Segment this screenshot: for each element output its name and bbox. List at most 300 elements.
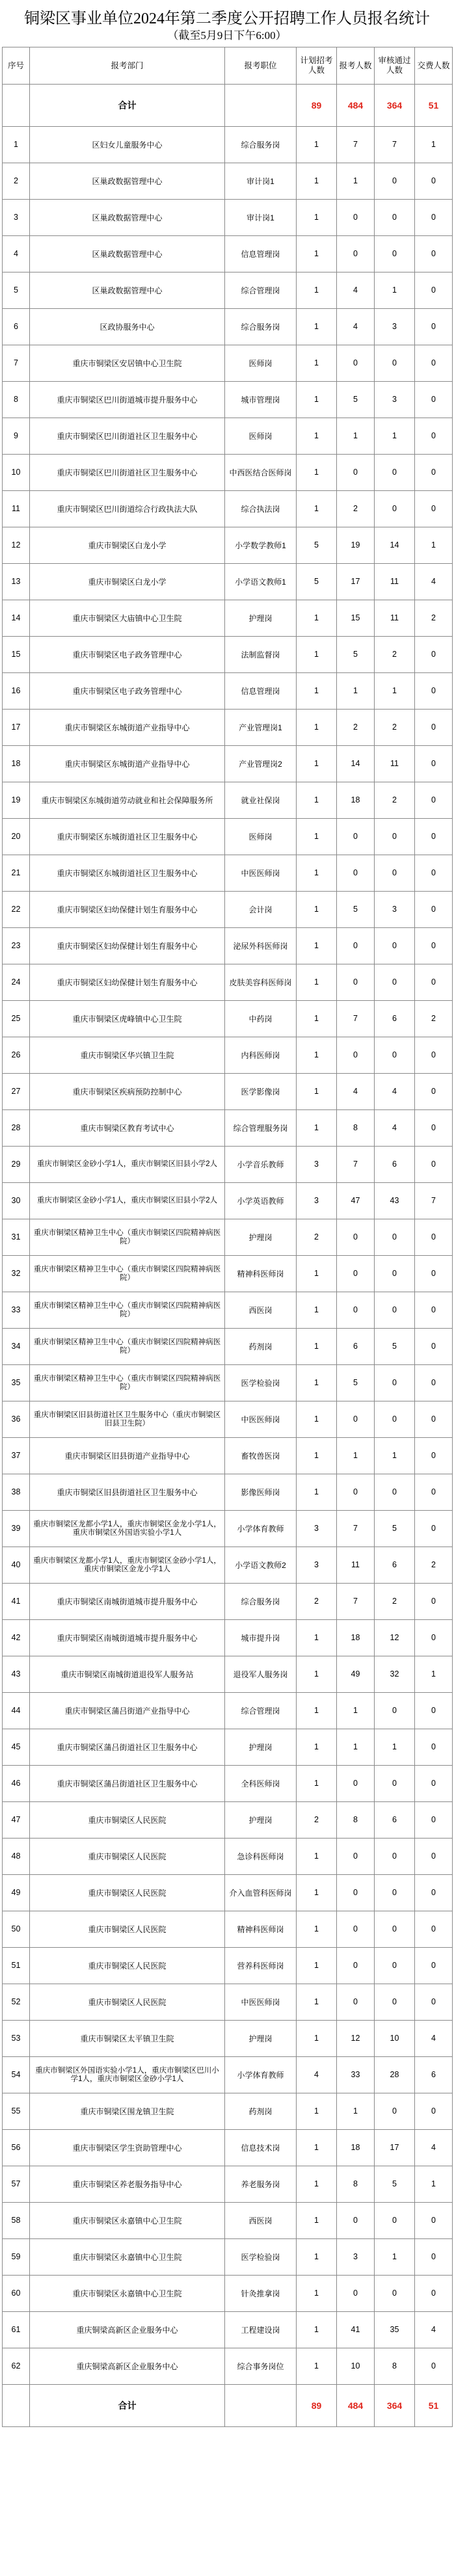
table-row <box>3 1110 453 1147</box>
row-dept: 重庆市铜梁区精神卫生中心（重庆市铜梁区四院精神病医院） <box>30 1329 225 1365</box>
row-passed: 0 <box>375 1875 415 1911</box>
row-dept: 重庆市铜梁区巴川街道城市提升服务中心 <box>30 382 225 418</box>
row-dept: 重庆市铜梁区虎峰镇中心卫生院 <box>30 1001 225 1037</box>
row-applied: 1 <box>337 1438 375 1474</box>
row-plan: 1 <box>297 2312 337 2348</box>
row-plan: 1 <box>297 746 337 782</box>
row-passed: 5 <box>375 1329 415 1365</box>
row-seq: 58 <box>3 2203 30 2239</box>
row-post: 中医医师岗 <box>225 855 297 892</box>
row-applied: 0 <box>337 964 375 1001</box>
table-row <box>3 2093 453 2130</box>
row-seq: 29 <box>3 1147 30 1183</box>
row-seq: 19 <box>3 782 30 819</box>
row-passed: 0 <box>375 345 415 382</box>
table-row <box>3 1074 453 1110</box>
row-passed: 6 <box>375 1802 415 1839</box>
row-applied: 0 <box>337 345 375 382</box>
row-post: 内科医师岗 <box>225 1037 297 1074</box>
row-passed: 0 <box>375 1037 415 1074</box>
row-plan: 1 <box>297 892 337 928</box>
row-seq: 5 <box>3 272 30 309</box>
total-applied: 484 <box>337 85 375 127</box>
row-passed: 0 <box>375 855 415 892</box>
row-plan: 1 <box>297 1037 337 1074</box>
row-seq: 18 <box>3 746 30 782</box>
row-applied: 18 <box>337 1620 375 1656</box>
row-dept: 区巢政数据管理中心 <box>30 200 225 236</box>
row-post: 中西医结合医师岗 <box>225 455 297 491</box>
row-passed: 35 <box>375 2312 415 2348</box>
row-seq: 11 <box>3 491 30 527</box>
row-dept: 区巢政数据管理中心 <box>30 272 225 309</box>
row-paid: 4 <box>415 2021 453 2057</box>
row-dept: 重庆市铜梁区人民医院 <box>30 1802 225 1839</box>
table-row <box>3 1693 453 1729</box>
row-dept: 重庆市铜梁区精神卫生中心（重庆市铜梁区四院精神病医院） <box>30 1256 225 1292</box>
table-row <box>3 2166 453 2203</box>
row-post: 医师岗 <box>225 418 297 455</box>
row-dept: 重庆市铜梁区电子政务管理中心 <box>30 673 225 710</box>
row-plan: 1 <box>297 163 337 200</box>
row-seq: 50 <box>3 1911 30 1948</box>
row-paid: 0 <box>415 1620 453 1656</box>
row-post: 产业管理岗1 <box>225 710 297 746</box>
row-seq: 2 <box>3 163 30 200</box>
row-passed: 3 <box>375 892 415 928</box>
row-applied: 8 <box>337 1110 375 1147</box>
row-plan: 3 <box>297 1183 337 1219</box>
row-plan: 1 <box>297 1766 337 1802</box>
row-plan: 1 <box>297 200 337 236</box>
row-seq: 1 <box>3 127 30 163</box>
row-applied: 0 <box>337 855 375 892</box>
row-plan: 1 <box>297 1620 337 1656</box>
row-dept: 重庆铜梁高新区企业服务中心 <box>30 2348 225 2385</box>
table-row <box>3 1984 453 2021</box>
row-dept: 重庆市铜梁区大庙镇中心卫生院 <box>30 600 225 637</box>
row-applied: 10 <box>337 2348 375 2385</box>
row-post: 医学影像岗 <box>225 1074 297 1110</box>
row-seq: 15 <box>3 637 30 673</box>
row-applied: 1 <box>337 2093 375 2130</box>
row-plan: 1 <box>297 1329 337 1365</box>
row-plan: 1 <box>297 382 337 418</box>
row-post: 会计岗 <box>225 892 297 928</box>
header-applied: 报考人数 <box>337 47 375 85</box>
row-passed: 1 <box>375 272 415 309</box>
row-plan: 2 <box>297 1219 337 1256</box>
row-passed: 43 <box>375 1183 415 1219</box>
row-post: 退役军人服务岗 <box>225 1656 297 1693</box>
row-passed: 5 <box>375 1511 415 1547</box>
row-passed: 1 <box>375 673 415 710</box>
row-applied: 8 <box>337 1802 375 1839</box>
row-post: 针灸推拿岗 <box>225 2276 297 2312</box>
row-seq: 32 <box>3 1256 30 1292</box>
row-paid: 4 <box>415 564 453 600</box>
row-applied: 5 <box>337 892 375 928</box>
row-plan: 1 <box>297 309 337 345</box>
row-post: 药剂岗 <box>225 2093 297 2130</box>
row-post: 精神科医师岗 <box>225 1256 297 1292</box>
row-paid: 0 <box>415 2348 453 2385</box>
row-plan: 1 <box>297 710 337 746</box>
row-paid: 0 <box>415 673 453 710</box>
row-post: 护理岗 <box>225 600 297 637</box>
row-seq: 38 <box>3 1474 30 1511</box>
row-passed: 4 <box>375 1110 415 1147</box>
row-applied: 5 <box>337 382 375 418</box>
row-paid: 1 <box>415 1656 453 1693</box>
row-seq: 22 <box>3 892 30 928</box>
table-row <box>3 855 453 892</box>
row-applied: 0 <box>337 1766 375 1802</box>
row-seq: 42 <box>3 1620 30 1656</box>
row-passed: 0 <box>375 1766 415 1802</box>
row-plan: 1 <box>297 1693 337 1729</box>
table-row <box>3 1656 453 1693</box>
row-plan: 1 <box>297 1474 337 1511</box>
row-seq: 16 <box>3 673 30 710</box>
row-plan: 1 <box>297 1875 337 1911</box>
row-applied: 7 <box>337 1584 375 1620</box>
row-passed: 0 <box>375 1911 415 1948</box>
row-applied: 0 <box>337 1875 375 1911</box>
table-row <box>3 1438 453 1474</box>
row-paid: 0 <box>415 418 453 455</box>
row-passed: 1 <box>375 418 415 455</box>
row-post: 小学语文教师2 <box>225 1547 297 1584</box>
row-passed: 6 <box>375 1547 415 1584</box>
row-paid: 0 <box>415 2239 453 2276</box>
header-post: 报考职位 <box>225 47 297 85</box>
row-seq: 52 <box>3 1984 30 2021</box>
row-paid: 0 <box>415 637 453 673</box>
table-row <box>3 1547 453 1584</box>
row-plan: 1 <box>297 418 337 455</box>
row-post: 医学检验岗 <box>225 2239 297 2276</box>
table-row <box>3 1256 453 1292</box>
row-applied: 6 <box>337 1329 375 1365</box>
total-passed-bottom: 364 <box>375 2385 415 2427</box>
table-row <box>3 892 453 928</box>
table-row <box>3 1729 453 1766</box>
row-post: 护理岗 <box>225 1219 297 1256</box>
row-passed: 0 <box>375 1693 415 1729</box>
row-seq: 31 <box>3 1219 30 1256</box>
table-row <box>3 1183 453 1219</box>
row-seq: 26 <box>3 1037 30 1074</box>
row-post: 中药岗 <box>225 1001 297 1037</box>
header-passed: 审核通过人数 <box>375 47 415 85</box>
total-label: 合计 <box>30 85 225 127</box>
total-applied-bottom: 484 <box>337 2385 375 2427</box>
row-plan: 1 <box>297 855 337 892</box>
row-dept: 重庆市铜梁区安居镇中心卫生院 <box>30 345 225 382</box>
row-post: 城市管理岗 <box>225 382 297 418</box>
row-plan: 1 <box>297 673 337 710</box>
row-plan: 2 <box>297 1802 337 1839</box>
row-paid: 0 <box>415 236 453 272</box>
row-applied: 1 <box>337 673 375 710</box>
row-paid: 4 <box>415 2130 453 2166</box>
row-seq: 45 <box>3 1729 30 1766</box>
page-subtitle: （截至5月9日下午6:00） <box>167 29 287 42</box>
table-row <box>3 564 453 600</box>
row-dept: 重庆市铜梁区东城街道产业指导中心 <box>30 710 225 746</box>
row-applied: 0 <box>337 1037 375 1074</box>
row-plan: 1 <box>297 782 337 819</box>
row-dept: 重庆市铜梁区养老服务指导中心 <box>30 2166 225 2203</box>
row-applied: 7 <box>337 1511 375 1547</box>
row-plan: 1 <box>297 928 337 964</box>
row-plan: 1 <box>297 1438 337 1474</box>
row-applied: 0 <box>337 1256 375 1292</box>
row-post: 影像医师岗 <box>225 1474 297 1511</box>
row-seq: 7 <box>3 345 30 382</box>
row-seq: 40 <box>3 1547 30 1584</box>
row-plan: 1 <box>297 2093 337 2130</box>
row-passed: 17 <box>375 2130 415 2166</box>
row-seq: 25 <box>3 1001 30 1037</box>
row-seq: 28 <box>3 1110 30 1147</box>
row-paid: 0 <box>415 272 453 309</box>
row-paid: 0 <box>415 200 453 236</box>
row-dept: 重庆市铜梁区妇幼保健计划生育服务中心 <box>30 892 225 928</box>
row-dept: 重庆市铜梁区精神卫生中心（重庆市铜梁区四院精神病医院） <box>30 1292 225 1329</box>
row-paid: 0 <box>415 928 453 964</box>
row-passed: 0 <box>375 2093 415 2130</box>
row-paid: 6 <box>415 2057 453 2093</box>
row-paid: 0 <box>415 1839 453 1875</box>
row-paid: 0 <box>415 1329 453 1365</box>
table-row <box>3 1401 453 1438</box>
row-plan: 1 <box>297 2348 337 2385</box>
row-seq: 20 <box>3 819 30 855</box>
row-dept: 重庆市铜梁区东城街道社区卫生服务中心 <box>30 819 225 855</box>
row-passed: 4 <box>375 1074 415 1110</box>
row-applied: 0 <box>337 819 375 855</box>
total-label-bottom: 合计 <box>30 2385 225 2427</box>
row-seq: 6 <box>3 309 30 345</box>
row-post: 综合服务岗 <box>225 309 297 345</box>
row-passed: 1 <box>375 2239 415 2276</box>
row-applied: 1 <box>337 163 375 200</box>
row-plan: 1 <box>297 819 337 855</box>
row-passed: 0 <box>375 1839 415 1875</box>
row-applied: 4 <box>337 309 375 345</box>
row-post: 就业社保岗 <box>225 782 297 819</box>
row-post: 中医医师岗 <box>225 1401 297 1438</box>
row-dept: 区妇女儿童服务中心 <box>30 127 225 163</box>
row-applied: 12 <box>337 2021 375 2057</box>
table-row <box>3 1766 453 1802</box>
row-passed: 0 <box>375 236 415 272</box>
row-paid: 0 <box>415 1147 453 1183</box>
row-dept: 重庆市铜梁区南城街道城市提升服务中心 <box>30 1620 225 1656</box>
row-paid: 0 <box>415 309 453 345</box>
row-passed: 0 <box>375 491 415 527</box>
row-applied: 19 <box>337 527 375 564</box>
row-paid: 0 <box>415 855 453 892</box>
row-post: 法制监督岗 <box>225 637 297 673</box>
row-plan: 3 <box>297 1511 337 1547</box>
row-dept: 重庆市铜梁区蒲吕街道社区卫生服务中心 <box>30 1729 225 1766</box>
row-dept: 重庆市铜梁区金砂小学1人，重庆市铜梁区旧县小学2人 <box>30 1147 225 1183</box>
row-seq: 56 <box>3 2130 30 2166</box>
row-seq: 51 <box>3 1948 30 1984</box>
row-dept: 重庆市铜梁区永嘉镇中心卫生院 <box>30 2203 225 2239</box>
header-seq: 序号 <box>3 47 30 85</box>
row-post: 介入血管科医师岗 <box>225 1875 297 1911</box>
row-applied: 0 <box>337 1474 375 1511</box>
total-passed: 364 <box>375 85 415 127</box>
table-row <box>3 309 453 345</box>
row-applied: 0 <box>337 1911 375 1948</box>
row-applied: 15 <box>337 600 375 637</box>
row-dept: 重庆市铜梁区金砂小学1人，重庆市铜梁区旧县小学2人 <box>30 1183 225 1219</box>
row-passed: 11 <box>375 746 415 782</box>
table-row <box>3 1001 453 1037</box>
row-paid: 0 <box>415 1438 453 1474</box>
row-post: 综合管理服务岗 <box>225 1110 297 1147</box>
row-paid: 0 <box>415 782 453 819</box>
row-plan: 1 <box>297 1256 337 1292</box>
row-dept: 重庆市铜梁区人民医院 <box>30 1984 225 2021</box>
table-row <box>3 1037 453 1074</box>
row-passed: 0 <box>375 964 415 1001</box>
row-passed: 0 <box>375 2203 415 2239</box>
row-applied: 1 <box>337 1729 375 1766</box>
table-row <box>3 1147 453 1183</box>
row-applied: 0 <box>337 1219 375 1256</box>
row-applied: 18 <box>337 782 375 819</box>
row-dept: 重庆市铜梁区旧县街道社区卫生服务中心（重庆市铜梁区旧县卫生院） <box>30 1401 225 1438</box>
table-row <box>3 1219 453 1256</box>
row-post: 护理岗 <box>225 1802 297 1839</box>
row-post: 泌尿外科医师岗 <box>225 928 297 964</box>
row-paid: 0 <box>415 491 453 527</box>
row-passed: 3 <box>375 309 415 345</box>
row-paid: 1 <box>415 127 453 163</box>
row-paid: 0 <box>415 1256 453 1292</box>
row-passed: 14 <box>375 527 415 564</box>
row-post: 西医岗 <box>225 1292 297 1329</box>
row-passed: 0 <box>375 1474 415 1511</box>
row-seq: 54 <box>3 2057 30 2093</box>
row-plan: 1 <box>297 127 337 163</box>
row-post: 畜牧兽医岗 <box>225 1438 297 1474</box>
row-seq: 48 <box>3 1839 30 1875</box>
row-applied: 7 <box>337 127 375 163</box>
row-dept: 重庆市铜梁区南城街道退役军人服务站 <box>30 1656 225 1693</box>
row-post: 工程建设岗 <box>225 2312 297 2348</box>
header-dept: 报考部门 <box>30 47 225 85</box>
row-paid: 0 <box>415 964 453 1001</box>
row-paid: 0 <box>415 1074 453 1110</box>
row-dept: 重庆市铜梁区东城街道劳动就业和社会保障服务所 <box>30 782 225 819</box>
row-seq: 39 <box>3 1511 30 1547</box>
table-row <box>3 600 453 637</box>
row-applied: 0 <box>337 455 375 491</box>
row-seq: 27 <box>3 1074 30 1110</box>
row-seq: 41 <box>3 1584 30 1620</box>
row-dept: 重庆市铜梁区教育考试中心 <box>30 1110 225 1147</box>
row-plan: 1 <box>297 491 337 527</box>
row-paid: 1 <box>415 2166 453 2203</box>
row-passed: 0 <box>375 1256 415 1292</box>
row-seq: 9 <box>3 418 30 455</box>
table-row <box>3 1911 453 1948</box>
row-seq: 4 <box>3 236 30 272</box>
row-applied: 5 <box>337 1365 375 1401</box>
row-post: 综合管理岗 <box>225 272 297 309</box>
total-row-bottom <box>3 2385 453 2427</box>
row-dept: 重庆市铜梁区人民医院 <box>30 1875 225 1911</box>
row-paid: 0 <box>415 345 453 382</box>
row-plan: 1 <box>297 2130 337 2166</box>
row-seq: 59 <box>3 2239 30 2276</box>
total-paid-bottom: 51 <box>415 2385 453 2427</box>
row-paid: 0 <box>415 1802 453 1839</box>
row-passed: 0 <box>375 200 415 236</box>
row-plan: 1 <box>297 1911 337 1948</box>
row-seq: 61 <box>3 2312 30 2348</box>
row-paid: 0 <box>415 1292 453 1329</box>
row-passed: 0 <box>375 1365 415 1401</box>
row-seq: 34 <box>3 1329 30 1365</box>
row-dept: 重庆市铜梁区龙都小学1人，重庆市铜梁区金龙小学1人，重庆市铜梁区外国语实验小学1人 <box>30 1511 225 1547</box>
row-post: 综合事务岗位 <box>225 2348 297 2385</box>
row-passed: 10 <box>375 2021 415 2057</box>
row-applied: 4 <box>337 272 375 309</box>
row-passed: 0 <box>375 928 415 964</box>
row-applied: 5 <box>337 637 375 673</box>
row-paid: 2 <box>415 600 453 637</box>
row-dept: 重庆市铜梁区东城街道产业指导中心 <box>30 746 225 782</box>
row-applied: 49 <box>337 1656 375 1693</box>
row-dept: 重庆市铜梁区旧县街道社区卫生服务中心 <box>30 1474 225 1511</box>
row-plan: 1 <box>297 1656 337 1693</box>
row-passed: 11 <box>375 600 415 637</box>
row-passed: 32 <box>375 1656 415 1693</box>
row-passed: 1 <box>375 1729 415 1766</box>
row-passed: 0 <box>375 819 415 855</box>
row-paid: 0 <box>415 1984 453 2021</box>
row-post: 小学英语教师 <box>225 1183 297 1219</box>
row-plan: 1 <box>297 1729 337 1766</box>
row-dept: 重庆市铜梁区人民医院 <box>30 1839 225 1875</box>
row-applied: 0 <box>337 236 375 272</box>
header-paid: 交费人数 <box>415 47 453 85</box>
table-row <box>3 673 453 710</box>
row-dept: 重庆市铜梁区巴川街道综合行政执法大队 <box>30 491 225 527</box>
row-post: 营养科医师岗 <box>225 1948 297 1984</box>
table-row <box>3 163 453 200</box>
row-plan: 1 <box>297 2239 337 2276</box>
table-row <box>3 527 453 564</box>
table-row <box>3 1875 453 1911</box>
row-seq: 21 <box>3 855 30 892</box>
row-seq: 3 <box>3 200 30 236</box>
row-paid: 0 <box>415 1584 453 1620</box>
row-seq: 47 <box>3 1802 30 1839</box>
row-passed: 8 <box>375 2348 415 2385</box>
row-passed: 12 <box>375 1620 415 1656</box>
row-applied: 14 <box>337 746 375 782</box>
row-seq: 46 <box>3 1766 30 1802</box>
